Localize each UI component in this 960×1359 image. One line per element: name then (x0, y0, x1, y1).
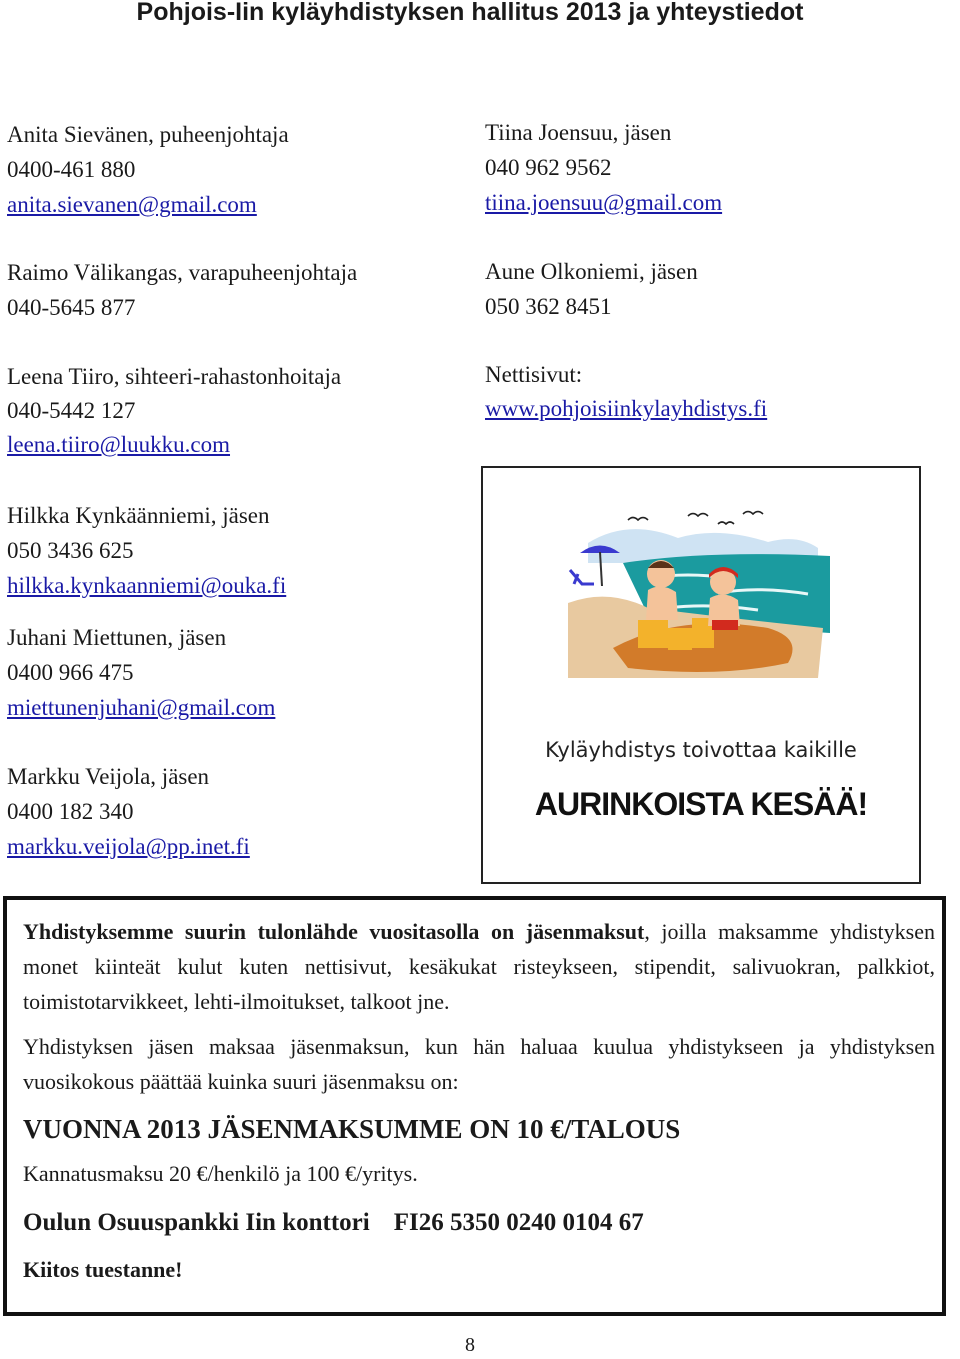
fee-headline: VUONNA 2013 JÄSENMAKSUMME ON 10 €/TALOUS (23, 1114, 681, 1144)
page-title: Pohjois-Iin kyläyhdistyksen hallitus 2013 ja yhteystiedot (136, 0, 804, 26)
greeting-headline: AURINKOISTA KESÄÄ! (534, 786, 868, 822)
income-rest-text: , joilla maksamme yhdistyksen monet kiinteät kulut kuten nettisivut, kesäkukat risteykseen, stipendit, salivuokran, palkkiot, toimistotarvikkeet, lehti-ilmoitukset, talkoot jne. (23, 919, 935, 1014)
contact-anita (7, 117, 289, 222)
contact-phone: 050 362 8451 (485, 294, 612, 319)
income-bold-text: Yhdistyksemme suurin tulonlähde vuositasolla on jäsenmaksut (23, 919, 645, 944)
contact-name: Hilkka Kynkäänniemi, jäsen (7, 503, 270, 528)
contact-phone: 050 3436 625 (7, 538, 134, 563)
contact-phone: 040 962 9562 (485, 155, 612, 180)
birds-icon (628, 512, 763, 525)
website-label: Nettisivut: (485, 362, 583, 387)
contact-aune (485, 254, 698, 324)
contact-name: Anita Sievänen, puheenjohtaja (7, 122, 289, 147)
contact-phone: 0400 182 340 (7, 799, 134, 824)
contact-email-link[interactable]: miettunenjuhani@gmail.com (7, 695, 276, 720)
contact-email-link[interactable]: hilkka.kynkaanniemi@ouka.fi (7, 573, 287, 598)
contact-phone: 0400-461 880 (7, 157, 136, 182)
contact-markku (7, 759, 250, 864)
thanks-text: Kiitos tuestanne! (23, 1257, 183, 1282)
beach-chair-icon (570, 570, 594, 584)
contact-phone: 0400 966 475 (7, 660, 134, 685)
contact-phone: 040-5645 877 (7, 295, 136, 320)
contact-email-link[interactable]: markku.veijola@pp.inet.fi (7, 834, 250, 859)
website (485, 358, 767, 426)
beach-illustration (568, 508, 833, 678)
contact-leena (7, 360, 341, 462)
contact-juhani (7, 620, 275, 725)
contact-name: Aune Olkoniemi, jäsen (485, 259, 698, 284)
contact-email-link[interactable]: tiina.joensuu@gmail.com (485, 190, 723, 215)
website-link[interactable]: www.pohjoisiinkylayhdistys.fi (485, 396, 768, 421)
contact-email-link[interactable]: leena.tiiro@luukku.com (7, 432, 231, 457)
contact-name: Raimo Välikangas, varapuheenjohtaja (7, 260, 358, 285)
greeting-wish: Kyläyhdistys toivottaa kaikille (545, 738, 857, 762)
membership-info-box (3, 896, 946, 1316)
contact-hilkka (7, 498, 286, 603)
contact-phone: 040-5442 127 (7, 398, 136, 423)
contact-tiina (485, 115, 722, 220)
support-fee: Kannatusmaksu 20 €/henkilö ja 100 €/yritys. (23, 1161, 418, 1186)
contact-name: Markku Veijola, jäsen (7, 764, 210, 789)
board-left-top (7, 117, 289, 222)
contact-email-link[interactable]: anita.sievanen@gmail.com (7, 192, 257, 217)
membership-paragraph: Yhdistyksen jäsen maksaa jäsenmaksun, kun hän haluaa kuulua yhdistykseen ja yhdistyksen vuosikokous päättää kuinka suuri jäsenmaksu on: (23, 1034, 935, 1094)
contact-name: Juhani Miettunen, jäsen (7, 625, 227, 650)
page-number: 8 (465, 1334, 475, 1356)
contact-name: Leena Tiiro, sihteeri-rahastonhoitaja (7, 364, 342, 389)
summer-greeting-box (481, 466, 921, 884)
bank-name: Oulun Osuuspankki Iin konttori (23, 1209, 370, 1236)
contact-raimo (7, 255, 357, 325)
sandcastle-icon (638, 620, 668, 648)
bank-iban: FI26 5350 0240 0104 67 (393, 1209, 644, 1236)
income-paragraph (23, 914, 935, 1019)
bank-account (23, 1205, 935, 1241)
contact-name: Tiina Joensuu, jäsen (485, 120, 672, 145)
